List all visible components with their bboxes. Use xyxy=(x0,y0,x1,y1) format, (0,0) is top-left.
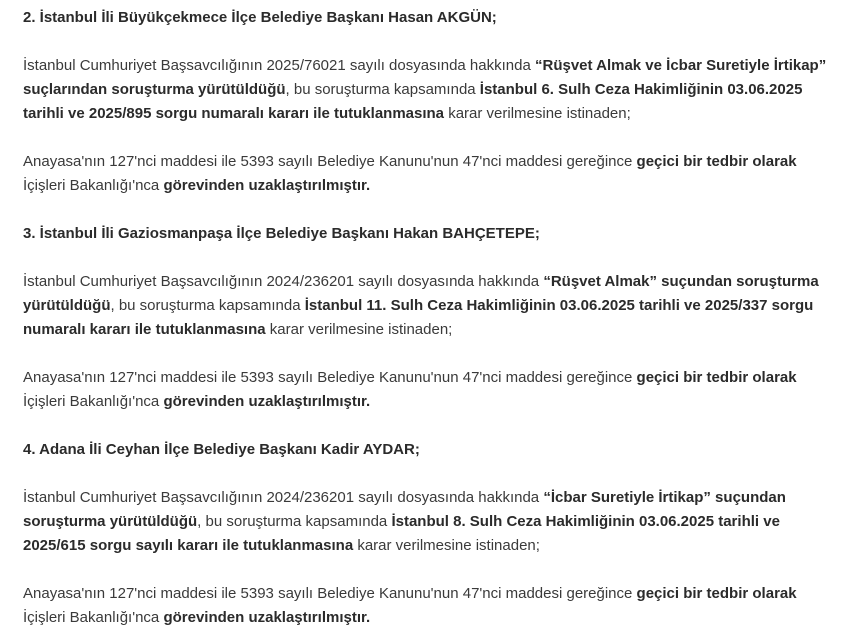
section-heading: 3. İstanbul İli Gaziosmanpaşa İlçe Belediye Başkanı Hakan BAHÇETEPE; xyxy=(23,225,540,242)
text-run: İçişleri Bakanlığı'nca xyxy=(23,177,164,194)
text-run-bold: görevinden uzaklaştırılmıştır. xyxy=(163,609,371,626)
text-run: İstanbul Cumhuriyet Başsavcılığının 2024/236201 sayılı dosyasında hakkında xyxy=(23,489,544,506)
text-run: karar verilmesine istinaden; xyxy=(265,321,453,338)
text-run-bold: İstanbul 8. Sulh Ceza Hakimliğinin 03.06.2025 tarihli ve 2025/615 sorgu sayılı kararı ile tutuklanmasına xyxy=(23,513,780,554)
section-paragraph-decision xyxy=(23,150,838,198)
section-paragraph-decision xyxy=(23,582,838,630)
text-run: İstanbul Cumhuriyet Başsavcılığının 2025/76021 sayılı dosyasında hakkında xyxy=(23,57,535,74)
text-run-bold: “Rüşvet Almak” suçundan soruşturma yürütüldüğü xyxy=(23,273,819,314)
text-run-bold: “Rüşvet Almak ve İcbar Suretiyle İrtikap” suçlarından soruşturma yürütüldüğü xyxy=(23,57,827,98)
text-run: Anayasa'nın 127'nci maddesi ile 5393 sayılı Belediye Kanunu'nun 47'nci maddesi gereğince xyxy=(23,585,637,602)
text-run: Anayasa'nın 127'nci maddesi ile 5393 sayılı Belediye Kanunu'nun 47'nci maddesi gereğince xyxy=(23,369,637,386)
text-run: İçişleri Bakanlığı'nca xyxy=(23,609,164,626)
section-heading: 2. İstanbul İli Büyükçekmece İlçe Belediye Başkanı Hasan AKGÜN; xyxy=(23,9,497,26)
section-paragraph-investigation xyxy=(23,270,838,342)
section-paragraph-decision xyxy=(23,366,838,414)
section-4 xyxy=(23,438,838,630)
text-run: karar verilmesine istinaden; xyxy=(444,105,631,122)
text-run: Anayasa'nın 127'nci maddesi ile 5393 sayılı Belediye Kanunu'nun 47'nci maddesi gereğince xyxy=(23,153,637,170)
text-run-bold: geçici bir tedbir olarak xyxy=(636,153,797,170)
section-heading: 4. Adana İli Ceyhan İlçe Belediye Başkanı Kadir AYDAR; xyxy=(23,441,420,458)
text-run-bold: geçici bir tedbir olarak xyxy=(636,369,797,386)
section-2 xyxy=(23,0,838,198)
text-run: , bu soruşturma kapsamında xyxy=(285,81,480,98)
text-run: İstanbul Cumhuriyet Başsavcılığının 2024/236201 sayılı dosyasında hakkında xyxy=(23,273,544,290)
section-paragraph-investigation xyxy=(23,54,838,126)
text-run-bold: “İcbar Suretiyle İrtikap” suçundan soruşturma yürütüldüğü xyxy=(23,489,786,530)
text-run: karar verilmesine istinaden; xyxy=(353,537,540,554)
text-run-bold: İstanbul 6. Sulh Ceza Hakimliğinin 03.06.2025 tarihli ve 2025/895 sorgu numaralı kararı ile tutuklanmasına xyxy=(23,81,803,122)
text-run-bold: görevinden uzaklaştırılmıştır. xyxy=(163,393,371,410)
text-run-bold: geçici bir tedbir olarak xyxy=(636,585,797,602)
text-run-bold: görevinden uzaklaştırılmıştır. xyxy=(163,177,371,194)
text-run: , bu soruşturma kapsamında xyxy=(110,297,305,314)
text-run: İçişleri Bakanlığı'nca xyxy=(23,393,164,410)
section-paragraph-investigation xyxy=(23,486,838,558)
section-3 xyxy=(23,222,838,414)
text-run: , bu soruşturma kapsamında xyxy=(197,513,392,530)
article-body xyxy=(23,0,838,630)
text-run-bold: İstanbul 11. Sulh Ceza Hakimliğinin 03.06.2025 tarihli ve 2025/337 sorgu numaralı kararı ile tutuklanmasına xyxy=(23,297,814,338)
